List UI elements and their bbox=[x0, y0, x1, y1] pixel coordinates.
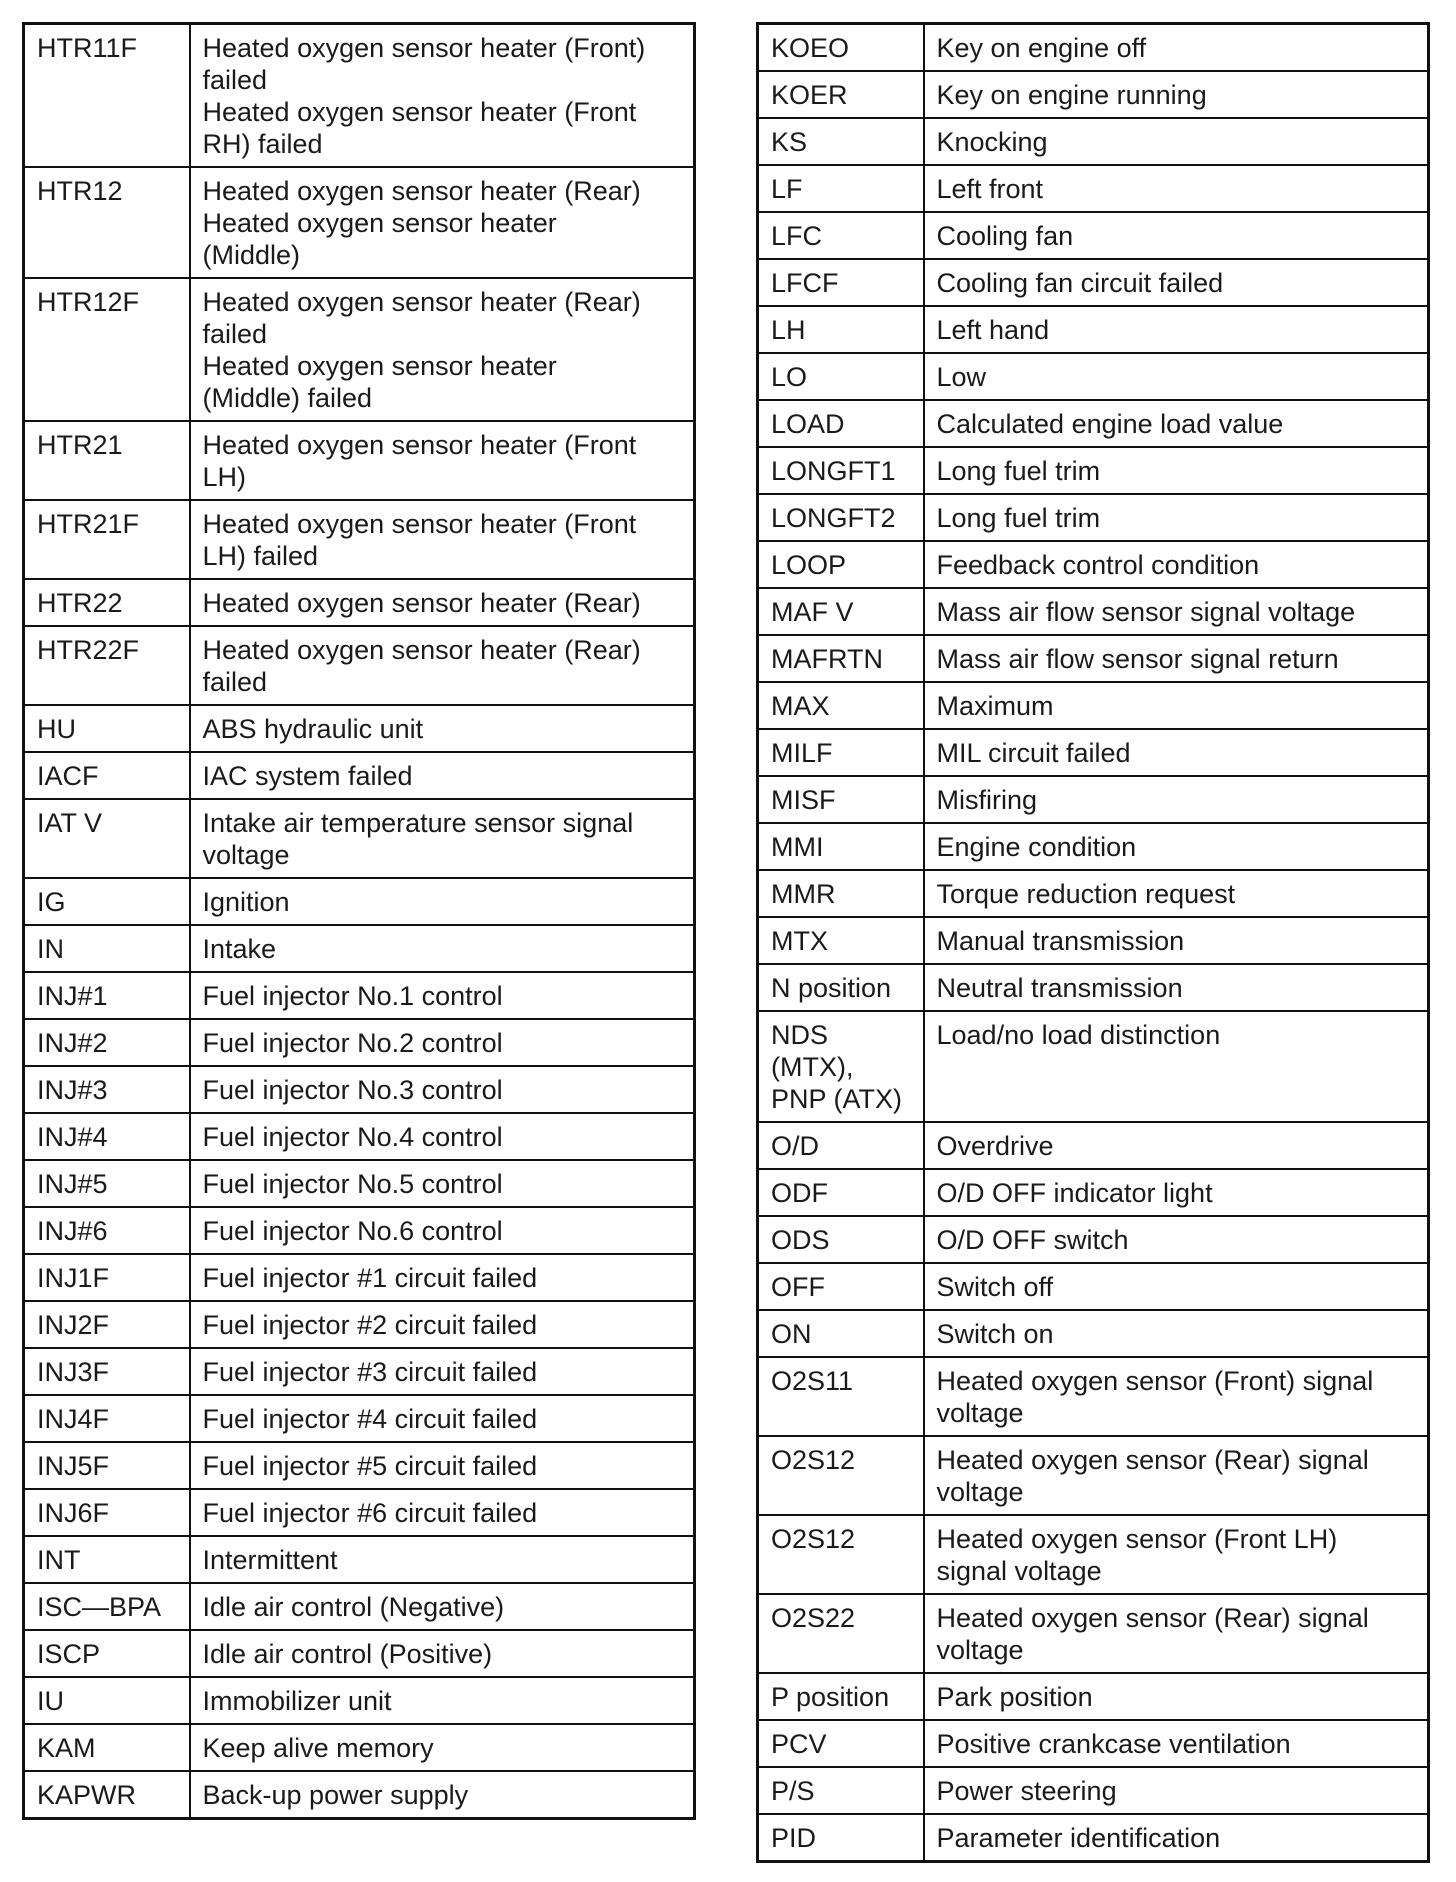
table-body-right bbox=[758, 24, 1429, 1862]
table-row bbox=[758, 1122, 1429, 1169]
abbreviation-definition bbox=[190, 1113, 695, 1160]
definition-line: Fuel injector No.4 control bbox=[202, 1122, 503, 1152]
definition-line: Heated oxygen sensor (Front) signal bbox=[936, 1366, 1374, 1396]
abbreviation-term: INJ5F bbox=[24, 1442, 190, 1489]
table-row bbox=[24, 1771, 695, 1819]
abbreviation-term: NDS (MTX), PNP (ATX) bbox=[758, 1011, 924, 1122]
definition-line: Knocking bbox=[936, 127, 1048, 157]
abbreviation-definition bbox=[190, 278, 695, 421]
abbreviation-table-left bbox=[22, 22, 696, 1820]
definition-line: Intermittent bbox=[202, 1545, 338, 1575]
table-row bbox=[24, 878, 695, 925]
definition-line: Fuel injector #1 circuit failed bbox=[202, 1263, 538, 1293]
abbreviation-definition bbox=[924, 494, 1429, 541]
abbreviation-definition bbox=[924, 917, 1429, 964]
table-row bbox=[758, 635, 1429, 682]
abbreviation-definition bbox=[190, 167, 695, 278]
definition-line: Heated oxygen sensor heater (Rear) bbox=[202, 588, 641, 618]
table-row bbox=[758, 24, 1429, 72]
abbreviation-term: IU bbox=[24, 1677, 190, 1724]
abbreviation-definition bbox=[924, 729, 1429, 776]
table-row bbox=[24, 421, 695, 500]
table-row bbox=[758, 1814, 1429, 1862]
definition-line: Idle air control (Negative) bbox=[202, 1592, 505, 1622]
abbreviation-definition bbox=[924, 1515, 1429, 1594]
abbreviation-definition bbox=[924, 1310, 1429, 1357]
abbreviation-term: MMI bbox=[758, 823, 924, 870]
table-row bbox=[758, 71, 1429, 118]
abbreviation-definition bbox=[924, 588, 1429, 635]
abbreviation-definition bbox=[924, 447, 1429, 494]
definition-line: Idle air control (Positive) bbox=[202, 1639, 493, 1669]
definition-line: (Middle) failed bbox=[202, 383, 373, 413]
definition-line: Left front bbox=[936, 174, 1044, 204]
definition-line: Positive crankcase ventilation bbox=[936, 1729, 1291, 1759]
abbreviation-definition bbox=[924, 1169, 1429, 1216]
table-row bbox=[758, 1310, 1429, 1357]
table-row bbox=[24, 1160, 695, 1207]
abbreviation-definition bbox=[924, 353, 1429, 400]
table-row bbox=[758, 682, 1429, 729]
definition-line: RH) failed bbox=[202, 129, 323, 159]
definition-line: voltage bbox=[936, 1398, 1024, 1428]
abbreviation-term: MAFRTN bbox=[758, 635, 924, 682]
table-row bbox=[758, 118, 1429, 165]
abbreviation-definition bbox=[924, 1767, 1429, 1814]
abbreviation-definition bbox=[924, 823, 1429, 870]
definition-line: Switch on bbox=[936, 1319, 1054, 1349]
abbreviation-term: LFCF bbox=[758, 259, 924, 306]
abbreviation-term: KAM bbox=[24, 1724, 190, 1771]
definition-line: Fuel injector #4 circuit failed bbox=[202, 1404, 538, 1434]
table-row bbox=[24, 752, 695, 799]
abbreviation-definition bbox=[190, 1442, 695, 1489]
definition-line: voltage bbox=[936, 1635, 1024, 1665]
abbreviation-term: MTX bbox=[758, 917, 924, 964]
abbreviation-definition bbox=[924, 306, 1429, 353]
table-row bbox=[24, 972, 695, 1019]
table-row bbox=[24, 1536, 695, 1583]
abbreviation-table-right bbox=[756, 22, 1430, 1863]
abbreviation-term: N position bbox=[758, 964, 924, 1011]
table-body-left bbox=[24, 24, 695, 1819]
definition-line: Heated oxygen sensor heater (Rear) bbox=[202, 635, 641, 665]
abbreviation-term: MAF V bbox=[758, 588, 924, 635]
table-row bbox=[758, 541, 1429, 588]
definition-line: O/D OFF switch bbox=[936, 1225, 1129, 1255]
abbreviation-definition bbox=[190, 1348, 695, 1395]
abbreviation-definition bbox=[190, 1254, 695, 1301]
table-row bbox=[758, 1216, 1429, 1263]
definition-line: Heated oxygen sensor heater (Front bbox=[202, 97, 637, 127]
abbreviation-definition bbox=[190, 1207, 695, 1254]
abbreviation-term: KOEO bbox=[758, 24, 924, 72]
abbreviation-definition bbox=[924, 1673, 1429, 1720]
definition-line: Fuel injector No.5 control bbox=[202, 1169, 503, 1199]
definition-line: (Middle) bbox=[202, 240, 301, 270]
definition-line: Key on engine off bbox=[936, 33, 1147, 63]
abbreviation-definition bbox=[190, 1066, 695, 1113]
table-row bbox=[758, 917, 1429, 964]
abbreviation-term: PCV bbox=[758, 1720, 924, 1767]
table-row bbox=[758, 1515, 1429, 1594]
abbreviation-term: INJ#3 bbox=[24, 1066, 190, 1113]
abbreviation-definition bbox=[924, 400, 1429, 447]
table-row bbox=[758, 1011, 1429, 1122]
table-row bbox=[24, 1254, 695, 1301]
definition-line: Manual transmission bbox=[936, 926, 1185, 956]
abbreviation-definition bbox=[924, 1594, 1429, 1673]
abbreviation-term: ISC—BPA bbox=[24, 1583, 190, 1630]
abbreviation-definition bbox=[190, 1301, 695, 1348]
definition-line: Fuel injector No.1 control bbox=[202, 981, 503, 1011]
definition-line: voltage bbox=[936, 1477, 1024, 1507]
table-row bbox=[24, 167, 695, 278]
abbreviation-term: MISF bbox=[758, 776, 924, 823]
abbreviation-definition bbox=[190, 1395, 695, 1442]
table-row bbox=[24, 1113, 695, 1160]
table-row bbox=[24, 705, 695, 752]
table-row bbox=[24, 1066, 695, 1113]
table-row bbox=[24, 1583, 695, 1630]
table-row bbox=[758, 165, 1429, 212]
abbreviation-term: P position bbox=[758, 1673, 924, 1720]
abbreviation-term: IN bbox=[24, 925, 190, 972]
abbreviation-definition bbox=[190, 24, 695, 168]
table-row bbox=[758, 212, 1429, 259]
table-row bbox=[24, 1677, 695, 1724]
abbreviation-term: LOOP bbox=[758, 541, 924, 588]
abbreviation-definition bbox=[924, 541, 1429, 588]
definition-line: Power steering bbox=[936, 1776, 1117, 1806]
definition-line: Heated oxygen sensor heater bbox=[202, 208, 557, 238]
definition-line: O/D OFF indicator light bbox=[936, 1178, 1213, 1208]
abbreviation-term: LF bbox=[758, 165, 924, 212]
abbreviation-definition bbox=[190, 1630, 695, 1677]
definition-line: Fuel injector #6 circuit failed bbox=[202, 1498, 538, 1528]
abbreviation-term: LOAD bbox=[758, 400, 924, 447]
abbreviation-definition bbox=[924, 1216, 1429, 1263]
abbreviation-term: IG bbox=[24, 878, 190, 925]
abbreviation-term: PID bbox=[758, 1814, 924, 1862]
table-row bbox=[758, 447, 1429, 494]
definition-line: Cooling fan bbox=[936, 221, 1074, 251]
definition-line: Long fuel trim bbox=[936, 503, 1101, 533]
definition-line: Long fuel trim bbox=[936, 456, 1101, 486]
abbreviation-definition bbox=[190, 626, 695, 705]
abbreviation-term: INJ6F bbox=[24, 1489, 190, 1536]
table-row bbox=[758, 823, 1429, 870]
table-row bbox=[758, 306, 1429, 353]
definition-line: Neutral transmission bbox=[936, 973, 1183, 1003]
abbreviation-term: O2S12 bbox=[758, 1436, 924, 1515]
definition-line: Calculated engine load value bbox=[936, 409, 1284, 439]
table-row bbox=[24, 579, 695, 626]
definition-line: Mass air flow sensor signal return bbox=[936, 644, 1339, 674]
abbreviation-definition bbox=[924, 1263, 1429, 1310]
abbreviation-term: HU bbox=[24, 705, 190, 752]
definition-line: Fuel injector #2 circuit failed bbox=[202, 1310, 538, 1340]
definition-line: Heated oxygen sensor heater (Front bbox=[202, 509, 637, 539]
definition-line: Heated oxygen sensor heater (Front) bbox=[202, 33, 646, 63]
table-row bbox=[24, 278, 695, 421]
abbreviation-definition bbox=[190, 705, 695, 752]
abbreviation-definition bbox=[924, 682, 1429, 729]
table-row bbox=[758, 729, 1429, 776]
definition-line: Fuel injector No.6 control bbox=[202, 1216, 503, 1246]
abbreviation-term: HTR21 bbox=[24, 421, 190, 500]
table-row bbox=[758, 1357, 1429, 1436]
table-row bbox=[24, 1348, 695, 1395]
definition-line: Mass air flow sensor signal voltage bbox=[936, 597, 1356, 627]
table-row bbox=[24, 1019, 695, 1066]
abbreviation-definition bbox=[190, 1160, 695, 1207]
abbreviation-definition bbox=[924, 212, 1429, 259]
abbreviation-definition bbox=[190, 1583, 695, 1630]
table-row bbox=[758, 1720, 1429, 1767]
table-row bbox=[758, 1263, 1429, 1310]
abbreviation-definition bbox=[190, 972, 695, 1019]
table-row bbox=[24, 24, 695, 168]
definition-line: Intake air temperature sensor signal bbox=[202, 808, 634, 838]
definition-line: Engine condition bbox=[936, 832, 1137, 862]
table-row bbox=[758, 1436, 1429, 1515]
abbreviation-definition bbox=[924, 1720, 1429, 1767]
abbreviation-term: LO bbox=[758, 353, 924, 400]
abbreviation-term: HTR12F bbox=[24, 278, 190, 421]
definition-line: signal voltage bbox=[936, 1556, 1102, 1586]
table-row bbox=[24, 1630, 695, 1677]
abbreviation-definition bbox=[190, 500, 695, 579]
abbreviation-term: KS bbox=[758, 118, 924, 165]
abbreviation-definition bbox=[924, 964, 1429, 1011]
abbreviation-term: HTR21F bbox=[24, 500, 190, 579]
abbreviation-term: INT bbox=[24, 1536, 190, 1583]
abbreviation-term: INJ#2 bbox=[24, 1019, 190, 1066]
abbreviation-term: INJ#5 bbox=[24, 1160, 190, 1207]
abbreviation-term: P/S bbox=[758, 1767, 924, 1814]
abbreviation-term: O2S11 bbox=[758, 1357, 924, 1436]
abbreviation-term: LH bbox=[758, 306, 924, 353]
definition-line: Overdrive bbox=[936, 1131, 1054, 1161]
abbreviation-definition bbox=[924, 1357, 1429, 1436]
abbreviation-term: ODS bbox=[758, 1216, 924, 1263]
abbreviation-term: INJ1F bbox=[24, 1254, 190, 1301]
table-row bbox=[758, 1767, 1429, 1814]
abbreviation-definition bbox=[190, 579, 695, 626]
table-row bbox=[24, 626, 695, 705]
abbreviation-term: INJ#6 bbox=[24, 1207, 190, 1254]
abbreviation-term: IACF bbox=[24, 752, 190, 799]
abbreviation-definition bbox=[924, 870, 1429, 917]
definition-line: Fuel injector No.2 control bbox=[202, 1028, 503, 1058]
abbreviation-definition bbox=[190, 1489, 695, 1536]
table-row bbox=[24, 1724, 695, 1771]
abbreviation-term: INJ#1 bbox=[24, 972, 190, 1019]
definition-line: Heated oxygen sensor (Rear) signal bbox=[936, 1445, 1369, 1475]
abbreviation-definition bbox=[924, 24, 1429, 72]
abbreviation-term: O2S12 bbox=[758, 1515, 924, 1594]
table-row bbox=[758, 870, 1429, 917]
abbreviation-term: LFC bbox=[758, 212, 924, 259]
definition-line: Heated oxygen sensor heater (Front bbox=[202, 430, 637, 460]
abbreviation-definition bbox=[190, 878, 695, 925]
table-row bbox=[24, 1489, 695, 1536]
abbreviation-term: INJ4F bbox=[24, 1395, 190, 1442]
definition-line: Fuel injector #3 circuit failed bbox=[202, 1357, 538, 1387]
abbreviation-definition bbox=[924, 71, 1429, 118]
definition-line: IAC system failed bbox=[202, 761, 413, 791]
abbreviation-definition bbox=[924, 776, 1429, 823]
definition-line: Fuel injector No.3 control bbox=[202, 1075, 503, 1105]
abbreviation-definition bbox=[924, 1814, 1429, 1862]
abbreviation-term: O2S22 bbox=[758, 1594, 924, 1673]
definition-line: failed bbox=[202, 667, 268, 697]
table-row bbox=[758, 1673, 1429, 1720]
abbreviation-definition bbox=[190, 1724, 695, 1771]
definition-line: Back-up power supply bbox=[202, 1780, 469, 1810]
definition-line: Feedback control condition bbox=[936, 550, 1260, 580]
definition-line: Misfiring bbox=[936, 785, 1038, 815]
definition-line: Maximum bbox=[936, 691, 1054, 721]
abbreviation-term: KAPWR bbox=[24, 1771, 190, 1819]
definition-line: Heated oxygen sensor heater (Rear) bbox=[202, 176, 641, 206]
table-row bbox=[24, 1301, 695, 1348]
abbreviation-term: HTR12 bbox=[24, 167, 190, 278]
abbreviation-definition bbox=[924, 1122, 1429, 1169]
abbreviation-term: LONGFT2 bbox=[758, 494, 924, 541]
definition-line: ABS hydraulic unit bbox=[202, 714, 424, 744]
abbreviation-term: HTR22 bbox=[24, 579, 190, 626]
abbreviation-definition bbox=[190, 752, 695, 799]
abbreviation-term: IAT V bbox=[24, 799, 190, 878]
definition-line: Cooling fan circuit failed bbox=[936, 268, 1224, 298]
definition-line: Load/no load distinction bbox=[936, 1020, 1221, 1050]
table-row bbox=[24, 500, 695, 579]
abbreviation-definition bbox=[924, 118, 1429, 165]
abbreviation-definition bbox=[190, 1536, 695, 1583]
abbreviation-term: INJ2F bbox=[24, 1301, 190, 1348]
definition-line: failed bbox=[202, 65, 268, 95]
abbreviation-definition bbox=[190, 1677, 695, 1724]
table-row bbox=[758, 964, 1429, 1011]
abbreviation-definition bbox=[924, 1436, 1429, 1515]
table-row bbox=[24, 925, 695, 972]
abbreviation-term: ODF bbox=[758, 1169, 924, 1216]
definition-line: Heated oxygen sensor (Rear) signal bbox=[936, 1603, 1369, 1633]
definition-line: Low bbox=[936, 362, 987, 392]
abbreviation-term: MMR bbox=[758, 870, 924, 917]
definition-line: Fuel injector #5 circuit failed bbox=[202, 1451, 538, 1481]
abbreviation-definition bbox=[190, 1771, 695, 1819]
table-row bbox=[758, 1169, 1429, 1216]
table-row bbox=[758, 400, 1429, 447]
abbreviation-term: INJ3F bbox=[24, 1348, 190, 1395]
table-row bbox=[758, 494, 1429, 541]
definition-line: Torque reduction request bbox=[936, 879, 1236, 909]
abbreviation-term: OFF bbox=[758, 1263, 924, 1310]
abbreviation-term: ON bbox=[758, 1310, 924, 1357]
abbreviation-definition bbox=[924, 259, 1429, 306]
table-row bbox=[24, 1395, 695, 1442]
table-row bbox=[758, 353, 1429, 400]
definition-line: Keep alive memory bbox=[202, 1733, 434, 1763]
abbreviation-term: KOER bbox=[758, 71, 924, 118]
abbreviation-term: MILF bbox=[758, 729, 924, 776]
definition-line: voltage bbox=[202, 840, 290, 870]
definition-line: Heated oxygen sensor heater bbox=[202, 351, 557, 381]
definition-line: LH) failed bbox=[202, 541, 319, 571]
table-row bbox=[24, 1207, 695, 1254]
definition-line: Parameter identification bbox=[936, 1823, 1221, 1853]
definition-line: Left hand bbox=[936, 315, 1050, 345]
table-row bbox=[24, 799, 695, 878]
definition-line: Ignition bbox=[202, 887, 290, 917]
abbreviation-definition bbox=[924, 1011, 1429, 1122]
definition-line: failed bbox=[202, 319, 268, 349]
definition-line: Switch off bbox=[936, 1272, 1054, 1302]
abbreviation-term: MAX bbox=[758, 682, 924, 729]
definition-line: Park position bbox=[936, 1682, 1093, 1712]
definition-line: Immobilizer unit bbox=[202, 1686, 392, 1716]
abbreviation-term: LONGFT1 bbox=[758, 447, 924, 494]
table-row bbox=[758, 588, 1429, 635]
table-row bbox=[758, 776, 1429, 823]
abbreviation-term: HTR22F bbox=[24, 626, 190, 705]
abbreviation-definition bbox=[924, 165, 1429, 212]
abbreviation-term: O/D bbox=[758, 1122, 924, 1169]
definition-line: MIL circuit failed bbox=[936, 738, 1131, 768]
abbreviation-term: HTR11F bbox=[24, 24, 190, 168]
abbreviation-definition bbox=[190, 1019, 695, 1066]
table-row bbox=[24, 1442, 695, 1489]
abbreviation-term: INJ#4 bbox=[24, 1113, 190, 1160]
abbreviation-definition bbox=[190, 925, 695, 972]
abbreviation-definition bbox=[924, 635, 1429, 682]
definition-line: Key on engine running bbox=[936, 80, 1207, 110]
table-row bbox=[758, 259, 1429, 306]
definition-line: Intake bbox=[202, 934, 277, 964]
abbreviation-term: ISCP bbox=[24, 1630, 190, 1677]
abbreviation-definition bbox=[190, 799, 695, 878]
abbreviation-definition bbox=[190, 421, 695, 500]
definition-line: Heated oxygen sensor (Front LH) bbox=[936, 1524, 1338, 1554]
definition-line: Heated oxygen sensor heater (Rear) bbox=[202, 287, 641, 317]
table-row bbox=[758, 1594, 1429, 1673]
definition-line: LH) bbox=[202, 462, 247, 492]
